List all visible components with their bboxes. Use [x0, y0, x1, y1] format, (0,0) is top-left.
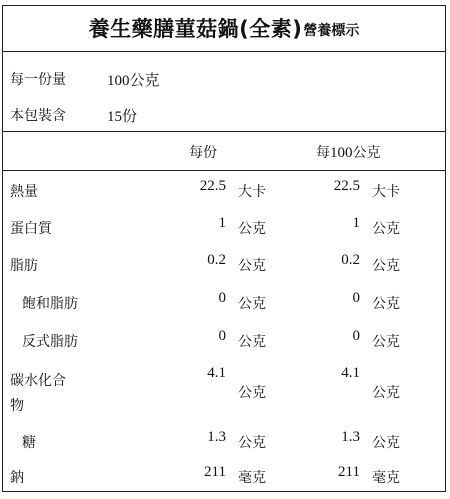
value-trans-fat-per-serving: 0: [218, 328, 226, 344]
value-protein-per-serving: 1: [218, 215, 226, 231]
nutrient-label-carbohydrate: 碳水化合: [10, 373, 66, 389]
nutrient-label-carbohydrate-cont: 物: [10, 398, 24, 414]
nutrient-label-trans-fat: 反式脂肪: [22, 334, 78, 350]
unit-protein-per-serving: 公克: [238, 221, 266, 237]
unit-fat-per-serving: 公克: [238, 258, 266, 274]
unit-trans-fat-per-100g: 公克: [372, 334, 400, 350]
unit-sugar-per-100g: 公克: [372, 435, 400, 451]
nutrient-label-sodium: 鈉: [10, 470, 24, 486]
value-energy-per-serving: 22.5: [199, 178, 226, 194]
value-carbohydrate-per-100g: 4.1: [341, 365, 360, 381]
unit-protein-per-100g: 公克: [372, 221, 400, 237]
unit-saturated-fat-per-serving: 公克: [238, 296, 266, 312]
value-saturated-fat-per-serving: 0: [218, 290, 226, 306]
product-name: 養生藥膳菫菇鍋(全素): [88, 17, 303, 41]
unit-sugar-per-serving: 公克: [238, 435, 266, 451]
nutrient-label-energy: 熱量: [10, 184, 38, 200]
value-sugar-per-100g: 1.3: [341, 429, 360, 445]
unit-saturated-fat-per-100g: 公克: [372, 296, 400, 312]
value-protein-per-100g: 1: [352, 215, 360, 231]
column-header-per-100g: 每100公克: [316, 145, 381, 161]
value-fat-per-100g: 0.2: [341, 252, 360, 268]
value-sodium-per-100g: 211: [338, 464, 360, 480]
servings-per-package-label: 本包裝含: [10, 108, 66, 124]
label-title: [3, 6, 445, 50]
unit-sodium-per-serving: 毫克: [238, 470, 266, 486]
divider: [3, 131, 445, 132]
value-energy-per-100g: 22.5: [333, 178, 360, 194]
nutrition-label: [2, 5, 446, 492]
nutrient-label-saturated-fat: 飽和脂肪: [22, 296, 78, 312]
value-trans-fat-per-100g: 0: [352, 328, 360, 344]
value-sodium-per-serving: 211: [204, 464, 226, 480]
value-carbohydrate-per-serving: 4.1: [207, 365, 226, 381]
unit-energy-per-100g: 大卡: [372, 184, 400, 200]
unit-sodium-per-100g: 毫克: [372, 470, 400, 486]
divider: [3, 51, 445, 52]
serving-size-label: 每一份量: [10, 72, 66, 88]
label-subtitle: 營養標示: [303, 23, 360, 39]
value-sugar-per-serving: 1.3: [207, 429, 226, 445]
divider: [3, 170, 445, 171]
unit-carbohydrate-per-serving: 公克: [238, 385, 266, 401]
serving-size-value: 100公克: [107, 73, 160, 89]
column-header-per-serving: 每份: [189, 145, 217, 161]
nutrient-label-protein: 蛋白質: [10, 221, 52, 237]
nutrient-label-fat: 脂肪: [10, 258, 38, 274]
unit-trans-fat-per-serving: 公克: [238, 334, 266, 350]
value-saturated-fat-per-100g: 0: [352, 290, 360, 306]
servings-per-package-value: 15份: [107, 109, 138, 125]
unit-energy-per-serving: 大卡: [238, 184, 266, 200]
value-fat-per-serving: 0.2: [207, 252, 226, 268]
nutrient-label-sugar: 糖: [22, 435, 36, 451]
unit-carbohydrate-per-100g: 公克: [372, 385, 400, 401]
unit-fat-per-100g: 公克: [372, 258, 400, 274]
